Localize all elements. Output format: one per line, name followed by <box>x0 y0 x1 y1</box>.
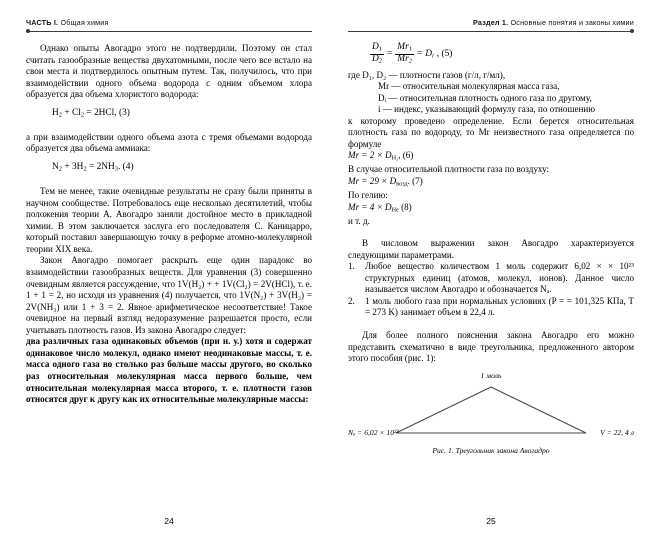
equation-4-h-sub: 2 <box>83 165 87 173</box>
list-item-text: 1 моль любого газа при нормальных условиях (P = = 101,325 КПа, T = 273 K) занимает объем в 22,4 л. <box>365 295 634 318</box>
equation-4 <box>26 162 312 175</box>
header-rule-right <box>348 29 634 33</box>
paragraph-2: а при взаимодействии одного объема азота с тремя объемами водорода образуется два объема аммиака: <box>26 131 312 154</box>
line-air-density: В случае относительной плотности газа по воздуху: <box>348 164 550 175</box>
equation-3-h: H <box>52 107 59 118</box>
header-rule-line <box>26 31 312 32</box>
equation-5-fraction-mr <box>395 43 414 66</box>
equation-5-num-d: $D_1$ <box>372 42 382 53</box>
list-item <box>348 261 634 296</box>
running-head-left <box>26 18 312 27</box>
paragraph-5-bold: два различных газа одинаковых объемов (при н. у.) хотя и содержат одинаковое число молекул, однако имеют неодинаковые массы, т. е. масса одного газа во столько раз больше массы другого, во сколько раз относительная молекулярная масса первого больше, чем относительная молекулярная масса второго, т. е. плотности газов относятся друг к другу как их относительные молекулярные массы: <box>26 336 312 405</box>
running-head-right <box>348 18 634 27</box>
list-item-marker: 1. <box>348 261 355 272</box>
equation-3-cl: Cl <box>71 107 81 118</box>
folio-left: 24 <box>164 516 174 526</box>
equation-5-den-d: $D_2$ <box>372 54 382 65</box>
figure-left-label: Nₐ = 6,02 × 10²³ <box>348 427 399 437</box>
line-etcetera: и т. д. <box>348 215 370 226</box>
equation-3-cl-sub: 2 <box>80 111 84 119</box>
paragraph-3: Тем не менее, такие очевидные результаты не сразу были приняты в научном сообществе. Потребовалось еще несколько десятилетий, чтобы положения теории А. Авогадро заняли достойное место в прикладной химии. В этом заключается заслуга его последователя С. Каницарро, который поставил завершающую точку в реформе атомно-молекулярной теории XIX века. <box>26 186 312 254</box>
equation-4-plus: + 3H <box>61 162 84 173</box>
definition-item-i: i — индекс, указывающий формулу газа, по отношению <box>378 104 596 115</box>
equation-4-tail: . (4) <box>117 162 134 173</box>
equation-6: $Mr = 2 \times D_{H_2}$, (6) <box>348 150 414 162</box>
definition-item-di: Dᵢ — относительная плотность одного газа по другому, <box>378 92 592 103</box>
header-rule-left <box>26 29 312 33</box>
line-helium: По гелию: <box>348 189 388 200</box>
equation-4-nh-sub: 3 <box>114 165 118 173</box>
equation-5-tail: , (5) <box>436 49 453 60</box>
paragraph-4: Закон Авогадро помогает раскрыть еще один парадокс во взаимодействии газообразных веществ. Для уравнения (3) совершенно очевидным является рассуждение, что 1V(H₂) + + 1V(Cl₂) = 2V(HCl), т. е. 1 + 1 = 2, но исходя из уравнения (4) получается, что 1V(N₂) + 3V(H₂) = 2V(NH₃) или 1 + 3 = 2. Явное арифметическое несоответствие! Такое очевидное на первый взгляд недоразумение разрешается просто, если учитывать плотность газов. Из закона Авогадро следует: <box>26 255 312 335</box>
header-rule-dot <box>26 29 30 33</box>
list-item <box>348 296 634 319</box>
definition-item-mr: Mr — относительная молекулярная масса газа, <box>378 81 560 92</box>
paragraph-after-definitions: к которому проведено определение. Если берется относительная плотность газа по водороду, то Mr неизвестного газа определяется по формуле <box>348 115 634 149</box>
equation-8: $Mr = 4 \times D_{He}$ (8) <box>348 201 412 214</box>
equation-4-n-sub: 2 <box>58 165 62 173</box>
list-item-marker: 2. <box>348 295 355 306</box>
running-head-right-prefix: Раздел 1. <box>473 18 509 27</box>
list-item-text: Любое вещество количеством 1 моль содержит 6,02 × × 10²³ структурных единиц (атомов, молекул, ионов). Данное число называется числом Авогадро и обозначается Nₐ. <box>365 261 634 295</box>
equation-4-n: N <box>52 162 59 173</box>
equation-5-equals-1: = <box>386 49 393 60</box>
folio-right: 25 <box>486 516 496 526</box>
equation-3-plus: + <box>61 107 72 118</box>
figure-right-label: V = 22, 4 л <box>600 427 634 437</box>
running-head-left-title: Общая химия <box>60 18 109 27</box>
right-page <box>328 0 656 540</box>
equation-5-fraction-d <box>370 43 384 66</box>
equation-5-den-mr: $Mr_2$ <box>397 54 412 65</box>
equation-4-eq: = 2NH <box>86 162 115 173</box>
equation-3-tail: = 2HCl, (3) <box>84 107 130 118</box>
header-rule-line <box>348 31 634 32</box>
running-head-right-title: Основные понятия и законы химии <box>510 18 634 27</box>
numbered-list <box>348 261 634 319</box>
equation-7: $Mr = 29 \times D_{возд}$. (7) <box>348 175 423 188</box>
figure-caption: Рис. 1. Треугольник закона Авогадро <box>432 445 550 455</box>
figure-top-label: 1 моль <box>480 370 502 380</box>
running-head-left-prefix: ЧАСТЬ I. <box>26 18 59 27</box>
equation-5-result: $D_i$ <box>425 49 434 60</box>
definition-list <box>348 70 634 116</box>
equation-5-equals-2: = <box>416 49 423 60</box>
avogadro-triangle-figure <box>348 371 634 463</box>
equation-3 <box>26 108 312 121</box>
paragraph-1: Однако опыты Авогадро этого не подтвердили. Поэтому он стал считать газообразные вещества двухатомными, после чего все встало на свои места и подтвердилось опытным путем. Так, получилось, что при взаимодействии одного объема водорода с одним объемом хлора образуется два объема хлористого водорода: <box>26 43 312 100</box>
definition-lead: где D₁, D₂ — плотности газов (г/л, г/мл), <box>348 69 506 80</box>
paragraph-numeric-expression: В числовом выражении закон Авогадро характеризуется следующими параметрами. <box>348 238 634 260</box>
paragraph-figure-intro: Для более полного пояснения закона Авогадро его можно представить схематично в виде треугольника, предложенного автором этого пособия (рис. 1): <box>348 329 634 364</box>
equation-3-h-sub: 2 <box>58 111 62 119</box>
equation-5 <box>348 43 634 66</box>
header-rule-dot <box>630 29 634 33</box>
equation-5-num-mr: $Mr_1$ <box>397 42 412 53</box>
